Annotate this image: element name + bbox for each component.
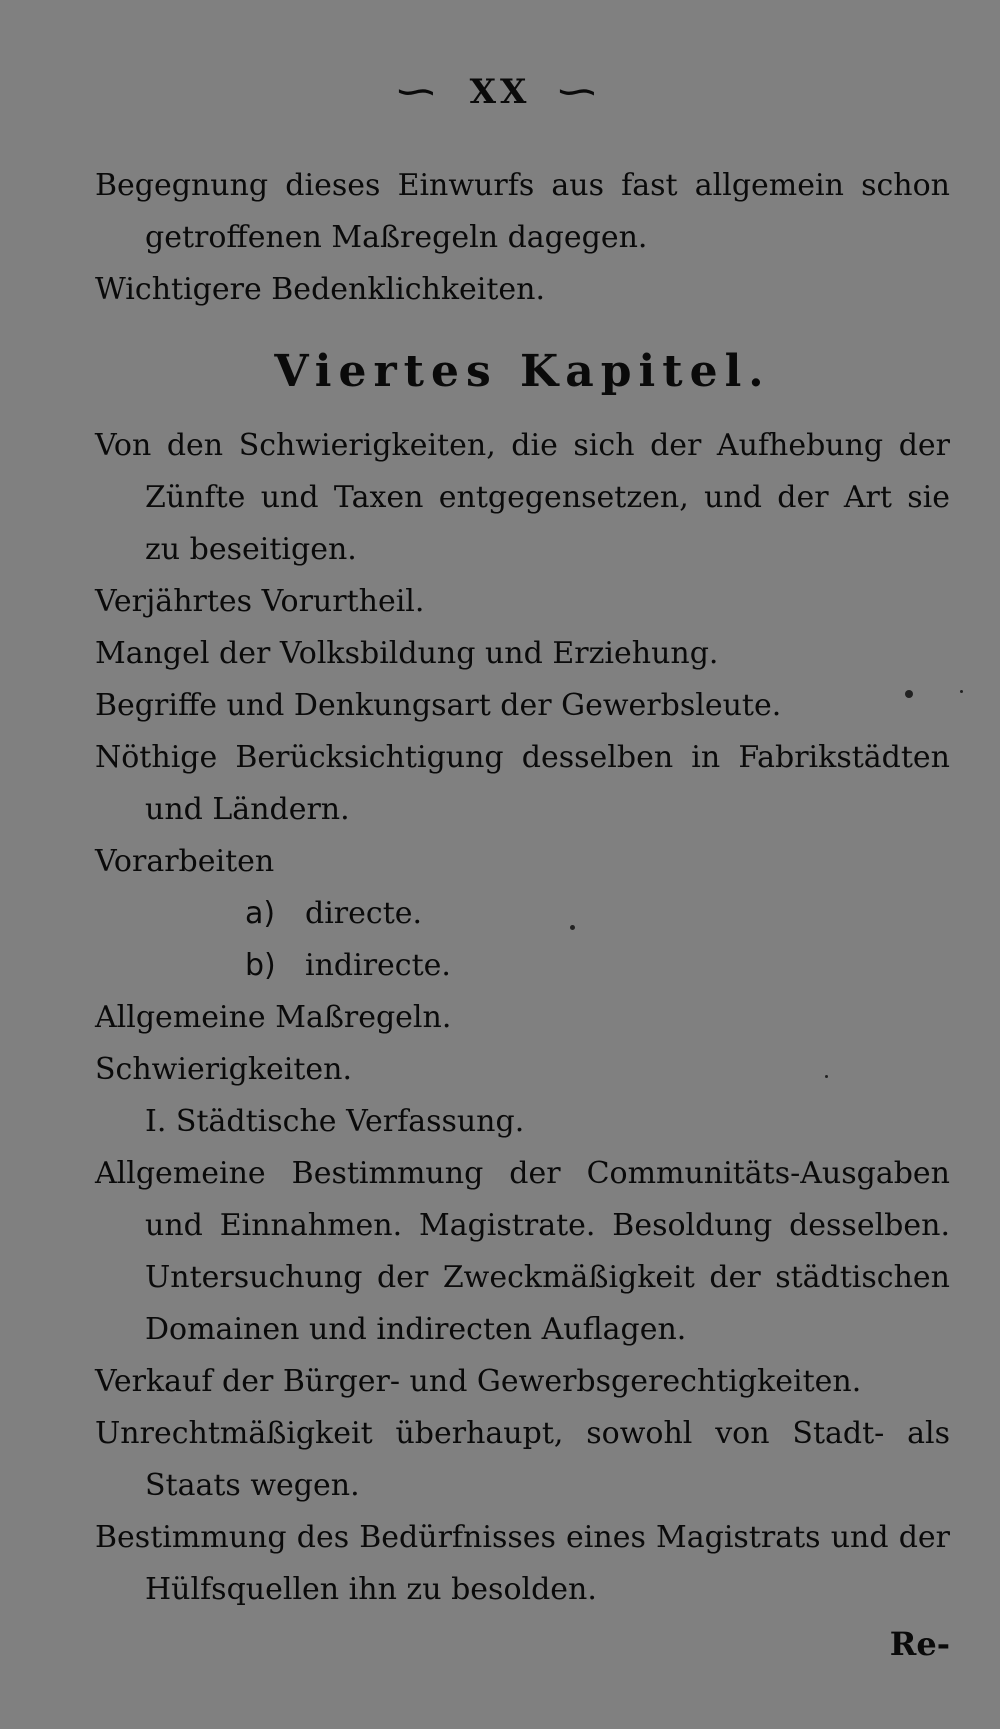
page-number: XX [469,72,531,112]
sub-item-mark: b) [245,948,276,983]
scan-speck [570,925,575,930]
toc-entry: Begriffe und Denkungsart der Gewerbsleute. [95,688,782,723]
toc-entry: Wichtigere Bedenklichkeiten. [95,272,546,307]
toc-entry: Verjährtes Vorurtheil. [95,584,425,619]
toc-entry: Allgemeine Maßregeln. [95,1000,452,1035]
table-of-contents [95,160,950,1616]
toc-entry: Vorarbeiten [95,844,275,879]
scan-speck [825,1075,828,1078]
chapter-title: Viertes Kapitel. [274,346,771,397]
toc-sub-item [95,940,950,992]
toc-entry: Von den Schwierigkeiten, die sich der Aufhebung der Zünfte und Taxen entgegensetzen, und der Art sie zu beseitigen. [95,428,950,567]
sub-item-mark: a) [245,896,276,931]
ornament-right-icon: ∽ [554,72,607,112]
toc-entry: Unrechtmäßigkeit überhaupt, sowohl von Stadt- als Staats wegen. [95,1416,950,1503]
toc-roman-item: I. Städtische Verfassung. [145,1104,525,1139]
toc-entry: Schwierigkeiten. [95,1052,353,1087]
scan-speck [905,690,913,698]
catchword: Re- [889,1625,950,1663]
toc-entry: Allgemeine Bestimmung der Communitäts-Ausgaben und Einnahmen. Magistrate. Besoldung desselben. Untersuchung der Zweckmäßigkeit der städtischen Domainen und indirecten Auflagen. [95,1156,950,1347]
sub-item-text: directe. [305,896,423,931]
page-header [0,72,1000,112]
ornament-left-icon: ∽ [393,72,446,112]
scan-speck [960,690,963,693]
toc-entry: Begegnung dieses Einwurfs aus fast allgemein schon getroffenen Maßregeln dagegen. [95,168,950,255]
toc-entry: Nöthige Berücksichtigung desselben in Fabrikstädten und Ländern. [95,740,950,827]
sub-item-text: indirecte. [305,948,451,983]
toc-entry: Bestimmung des Bedürfnisses eines Magistrats und der Hülfsquellen ihn zu besolden. [95,1520,950,1607]
toc-sub-item [95,888,950,940]
toc-entry: Verkauf der Bürger- und Gewerbsgerechtigkeiten. [95,1364,862,1399]
toc-entry: Mangel der Volksbildung und Erziehung. [95,636,719,671]
